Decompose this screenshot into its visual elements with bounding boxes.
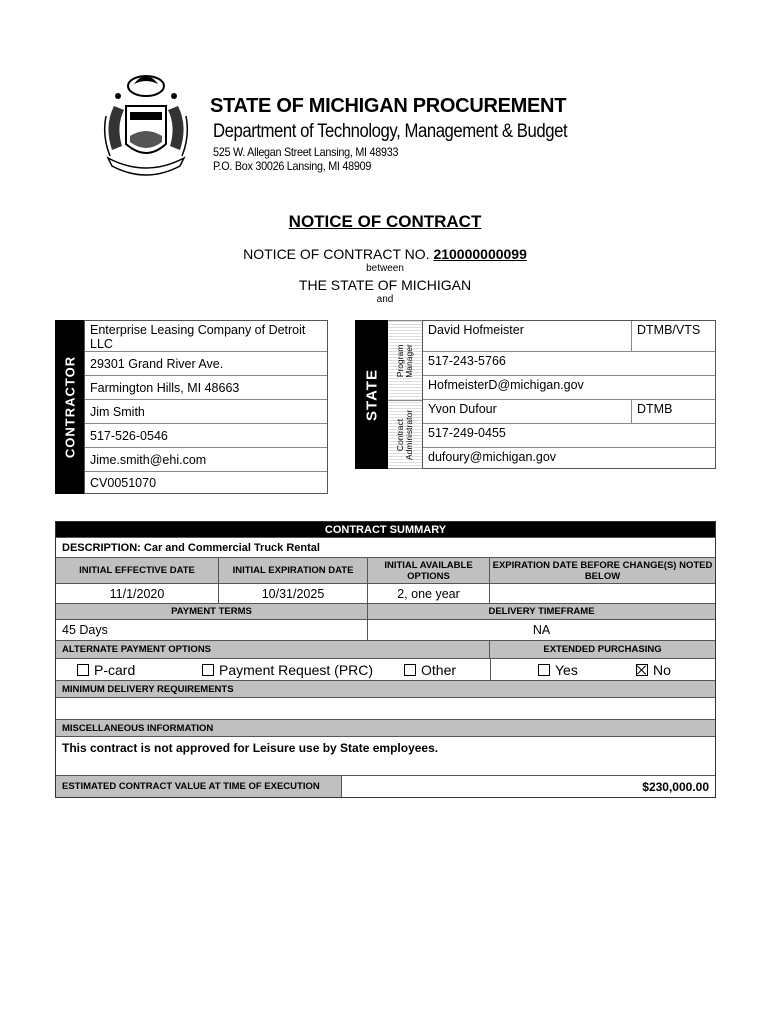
misc-label: MISCELLANEOUS INFORMATION <box>62 722 214 734</box>
contract-admin-label: Contract Administrator <box>395 409 414 460</box>
est-value: $230,000.00 <box>642 779 709 794</box>
description-value: Car and Commercial Truck Rental <box>143 541 320 554</box>
misc-header-row <box>56 720 715 737</box>
state-sidebar <box>355 320 388 469</box>
description-label: DESCRIPTION: <box>62 541 141 554</box>
est-value-row <box>56 776 715 797</box>
ca-phone-row <box>423 424 715 448</box>
pm-name: David Hofmeister <box>423 321 632 351</box>
contract-admin-role <box>388 400 422 469</box>
notice-number: 210000000099 <box>433 246 527 262</box>
notice-number-line <box>0 246 770 262</box>
state-contacts-table <box>422 320 716 469</box>
col-expiration-date: INITIAL EXPIRATION DATE <box>219 558 368 583</box>
contractor-street: 29301 Grand River Ave. <box>85 352 327 376</box>
contractor-label: CONTRACTOR <box>62 355 77 459</box>
description-row <box>56 538 715 558</box>
summary-heading: CONTRACT SUMMARY <box>324 523 447 536</box>
pm-phone-row <box>423 352 715 376</box>
option-yes[interactable] <box>538 659 578 680</box>
program-manager-label: Program Manager <box>395 343 414 378</box>
yes-checkbox[interactable] <box>538 664 550 676</box>
col-effective-date: INITIAL EFFECTIVE DATE <box>56 558 219 583</box>
payment-terms-header-row <box>56 604 715 620</box>
state-label: STATE <box>363 368 380 421</box>
min-delivery-label: MINIMUM DELIVERY REQUIREMENTS <box>62 683 234 695</box>
between-text: between <box>366 263 404 274</box>
option-payment-request[interactable] <box>202 659 373 680</box>
state-roles-column <box>388 320 422 469</box>
effective-date: 11/1/2020 <box>56 584 219 603</box>
delivery-timeframe: NA <box>532 623 551 637</box>
header-department: Department of Technology, Management & Budget <box>213 121 568 142</box>
pm-email-row <box>423 376 715 400</box>
expiration-date: 10/31/2025 <box>219 584 368 603</box>
option-no[interactable] <box>636 659 671 680</box>
contract-summary-table <box>55 521 716 798</box>
prc-label: Payment Request (PRC) <box>219 661 374 678</box>
header-address-po-box: P.O. Box 30026 Lansing, MI 48909 <box>213 159 372 173</box>
no-checkbox[interactable] <box>636 664 648 676</box>
pm-phone: 517-243-5766 <box>428 354 506 368</box>
yes-label: Yes <box>555 661 578 678</box>
dates-header-row <box>56 558 715 584</box>
contractor-email: Jime.smith@ehi.com <box>85 448 327 472</box>
option-pcard[interactable] <box>77 659 135 680</box>
ca-phone: 517-249-0455 <box>428 426 506 440</box>
program-manager-role <box>388 321 422 401</box>
misc-value-row <box>56 737 715 776</box>
payment-terms-label: PAYMENT TERMS <box>56 604 368 619</box>
min-delivery-value-row <box>56 698 715 720</box>
col-expiration-before-change: EXPIRATION DATE BEFORE CHANGE(S) NOTED BELOW <box>490 558 715 583</box>
ca-email-row <box>423 448 715 469</box>
summary-heading-row <box>56 522 715 538</box>
est-value-label: ESTIMATED CONTRACT VALUE AT TIME OF EXECUTION <box>56 776 342 797</box>
pcard-label: P-card <box>94 661 136 678</box>
payment-terms-values-row <box>56 620 715 641</box>
contractor-phone: 517-526-0546 <box>85 424 327 448</box>
ca-name: Yvon Dufour <box>423 400 632 423</box>
alt-payment-label: ALTERNATE PAYMENT OPTIONS <box>56 641 490 658</box>
header-title: STATE OF MICHIGAN PROCUREMENT <box>210 95 567 117</box>
contractor-info-table <box>84 320 328 494</box>
other-checkbox[interactable] <box>404 664 416 676</box>
pcard-checkbox[interactable] <box>77 664 89 676</box>
state-name: THE STATE OF MICHIGAN <box>298 277 472 293</box>
dates-values-row <box>56 584 715 604</box>
contractor-sidebar <box>55 320 84 494</box>
contractor-city: Farmington Hills, MI 48663 <box>85 376 327 400</box>
no-label: No <box>653 661 671 678</box>
available-options: 2, one year <box>368 584 490 603</box>
option-other[interactable] <box>404 659 456 680</box>
ca-email: dufoury@michigan.gov <box>428 450 557 464</box>
and-text: and <box>376 294 394 305</box>
other-label: Other <box>421 661 457 678</box>
notice-number-prefix: NOTICE OF CONTRACT NO. <box>243 246 430 262</box>
description <box>62 538 320 557</box>
col-available-options: INITIAL AVAILABLE OPTIONS <box>368 558 490 583</box>
payment-terms: 45 Days <box>56 620 368 640</box>
min-delivery-header-row <box>56 681 715 698</box>
contractor-company: Enterprise Leasing Company of Detroit LLC <box>85 321 327 352</box>
misc-text: This contract is not approved for Leisure use by State employees. <box>62 741 439 755</box>
pm-email: HofmeisterD@michigan.gov <box>428 378 584 392</box>
prc-checkbox[interactable] <box>202 664 214 676</box>
ca-agency: DTMB <box>637 402 673 416</box>
pm-agency: DTMB/VTS <box>637 323 701 337</box>
pm-name-row <box>423 321 715 352</box>
ca-name-row <box>423 400 715 424</box>
delivery-timeframe-label: DELIVERY TIMEFRAME <box>488 606 595 617</box>
payment-options-row <box>56 659 715 681</box>
notice-title: NOTICE OF CONTRACT <box>288 212 482 231</box>
contractor-vendor-id: CV0051070 <box>90 476 157 490</box>
extended-purchasing-label: EXTENDED PURCHASING <box>543 644 662 655</box>
alt-payment-header-row <box>56 641 715 659</box>
contractor-contact-name: Jim Smith <box>85 400 327 424</box>
header-address-street: 525 W. Allegan Street Lansing, MI 48933 <box>213 145 399 159</box>
michigan-seal-logo <box>100 66 192 184</box>
option-divider <box>490 659 491 680</box>
expiration-before-change <box>490 584 715 603</box>
